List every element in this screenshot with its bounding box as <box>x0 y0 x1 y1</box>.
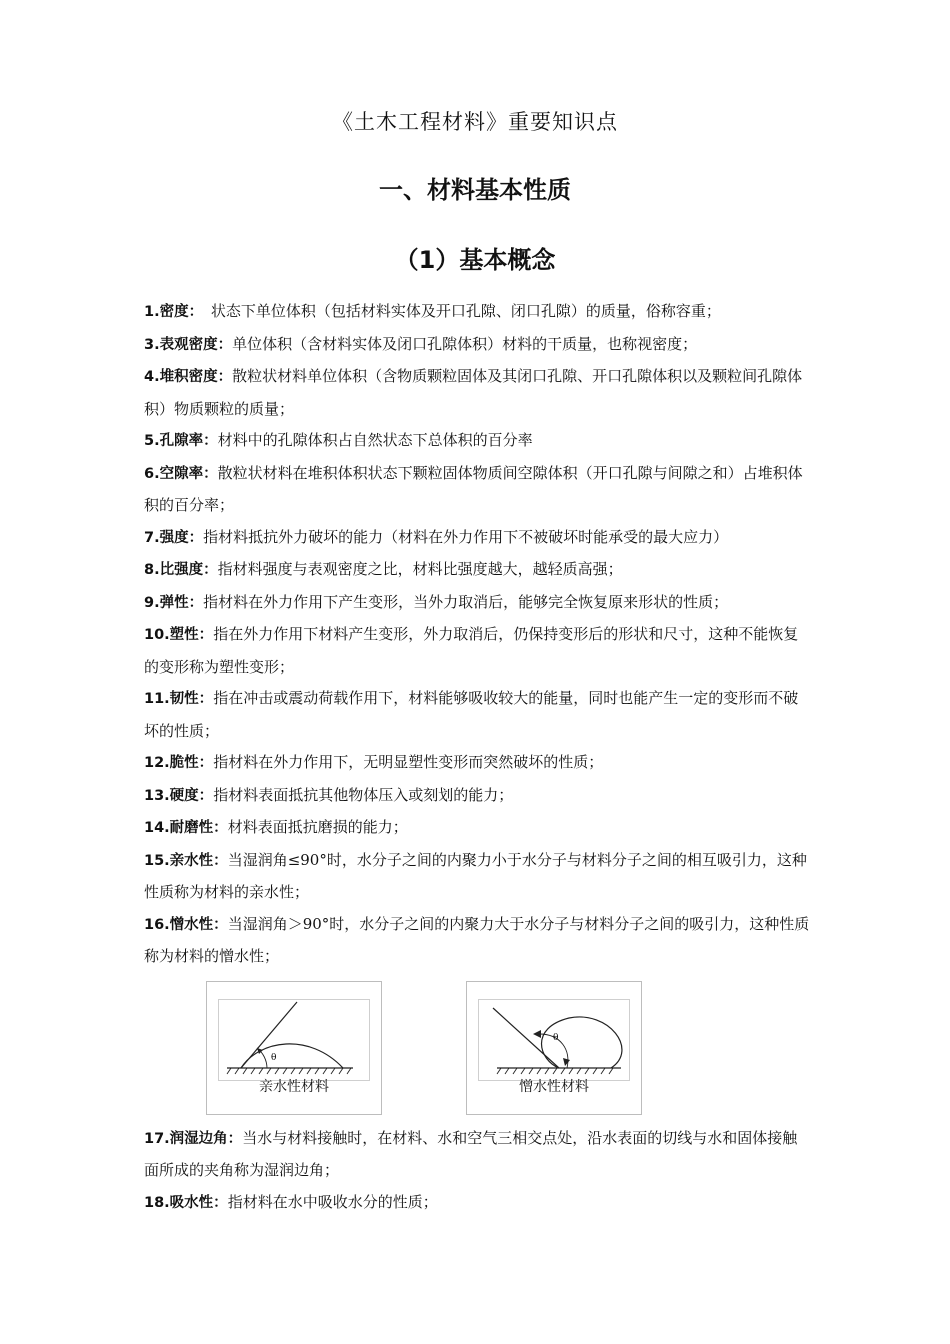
figure-caption: 亲水性材料 <box>259 1079 329 1095</box>
term-definition: 指在外力作用下材料产生变形，外力取消后，仍保持变形后的形状和尺寸，这种不能恢复的变形称为塑性变形； <box>144 625 799 676</box>
term-definition: 指在冲击或震动荷载作用下，材料能够吸收较大的能量，同时也能产生一定的变形而不破坏的性质； <box>144 689 799 740</box>
term-label: 8.比强度： <box>144 562 218 578</box>
term-label: 9.弹性： <box>144 594 204 611</box>
term-definition: 指材料表面抵抗其他物体压入或刻划的能力； <box>213 785 514 804</box>
definition-item <box>144 458 812 522</box>
definition-item <box>144 522 812 555</box>
term-label: 12.脆性： <box>144 755 214 771</box>
term-definition: 指材料在外力作用下产生变形，当外力取消后，能够完全恢复原来形状的性质； <box>203 592 729 611</box>
definition-item <box>144 361 812 425</box>
term-label: 15.亲水性： <box>144 852 228 869</box>
term-label: 1.密度： <box>144 304 196 320</box>
figure-caption: 憎水性材料 <box>519 1079 589 1095</box>
definition-item <box>144 812 812 845</box>
term-definition: 指材料在水中吸收水分的性质； <box>227 1192 438 1211</box>
term-label: 3.表观密度： <box>144 336 233 353</box>
term-label: 11.韧性： <box>144 691 214 707</box>
definition-item <box>144 619 812 683</box>
definition-list <box>144 296 812 1219</box>
definition-item <box>144 1123 812 1187</box>
definition-item <box>144 909 812 973</box>
definition-item <box>144 845 812 909</box>
term-definition: 指材料抵抗外力破坏的能力（材料在外力作用下不被破坏时能承受的最大应力） <box>203 527 729 546</box>
term-definition: 指材料强度与表观密度之比，材料比强度越大，越轻质高强； <box>217 560 623 578</box>
hydrophilic-figure <box>206 981 382 1115</box>
hydrophobic-figure <box>466 981 642 1115</box>
definition-item <box>144 425 812 458</box>
definition-item <box>144 747 812 780</box>
term-definition: 指材料在外力作用下，无明显塑性变形而突然破坏的性质； <box>213 753 604 771</box>
definition-item <box>144 1187 812 1220</box>
definition-item <box>144 780 812 813</box>
term-definition: 散粒状材料单位体积（含物质颗粒固体及其闭口孔隙、开口孔隙体积以及颗粒间孔隙体积）物质颗粒的质量； <box>144 367 803 418</box>
term-label: 16.憎水性： <box>144 916 228 933</box>
term-definition: 当水与材料接触时，在材料、水和空气三相交点处，沿水表面的切线与水和固体接触面所成的夹角称为湿润边角； <box>144 1128 798 1179</box>
definition-item <box>144 683 812 747</box>
wetting-figures <box>144 981 812 1115</box>
theta-label: θ <box>553 1032 559 1043</box>
term-label: 5.孔隙率： <box>144 433 218 449</box>
term-label: 14.耐磨性： <box>144 820 228 836</box>
term-definition: 材料表面抵抗磨损的能力； <box>227 818 408 836</box>
definition-item <box>144 296 812 329</box>
term-definition: 散粒状材料在堆积体积状态下颗粒固体物质间空隙体积（开口孔隙与间隙之和）占堆积体积的百分率； <box>144 463 803 514</box>
definition-item <box>144 587 812 620</box>
term-definition: 当湿润角＞90°时，水分子之间的内聚力大于水分子与材料分子之间的吸引力，这种性质称为材料的憎水性； <box>144 914 810 965</box>
document-title: 《土木工程材料》重要知识点 <box>332 110 618 134</box>
term-label: 4.堆积密度： <box>144 369 233 385</box>
hydrophobic-diagram <box>478 999 630 1081</box>
term-definition: 单位体积（含材料实体及闭口孔隙体积）材料的干质量，也称视密度； <box>232 334 698 353</box>
section-heading: （1）基本概念 <box>394 246 556 274</box>
term-definition: 状态下单位体积（包括材料实体及开口孔隙、闭口孔隙）的质量，俗称容重； <box>195 302 721 320</box>
theta-label: θ <box>271 1052 277 1063</box>
term-label: 7.强度： <box>144 529 204 546</box>
term-label: 10.塑性： <box>144 627 214 643</box>
chapter-heading: 一、材料基本性质 <box>379 176 571 204</box>
hydrophobic-drop-icon <box>479 1000 629 1080</box>
term-definition: 材料中的孔隙体积占自然状态下总体积的百分率 <box>217 431 533 449</box>
hydrophilic-drop-icon <box>219 1000 369 1080</box>
hydrophilic-diagram <box>218 999 370 1081</box>
term-definition: 当湿润角≤90°时，水分子之间的内聚力小于水分子与材料分子之间的相互吸引力，这种性质称为材料的亲水性； <box>144 850 807 901</box>
term-label: 18.吸水性： <box>144 1194 228 1211</box>
definition-item <box>144 329 812 362</box>
definition-item <box>144 554 812 587</box>
term-label: 13.硬度： <box>144 787 214 804</box>
term-label: 6.空隙率： <box>144 465 218 482</box>
term-label: 17.润湿边角： <box>144 1130 243 1147</box>
